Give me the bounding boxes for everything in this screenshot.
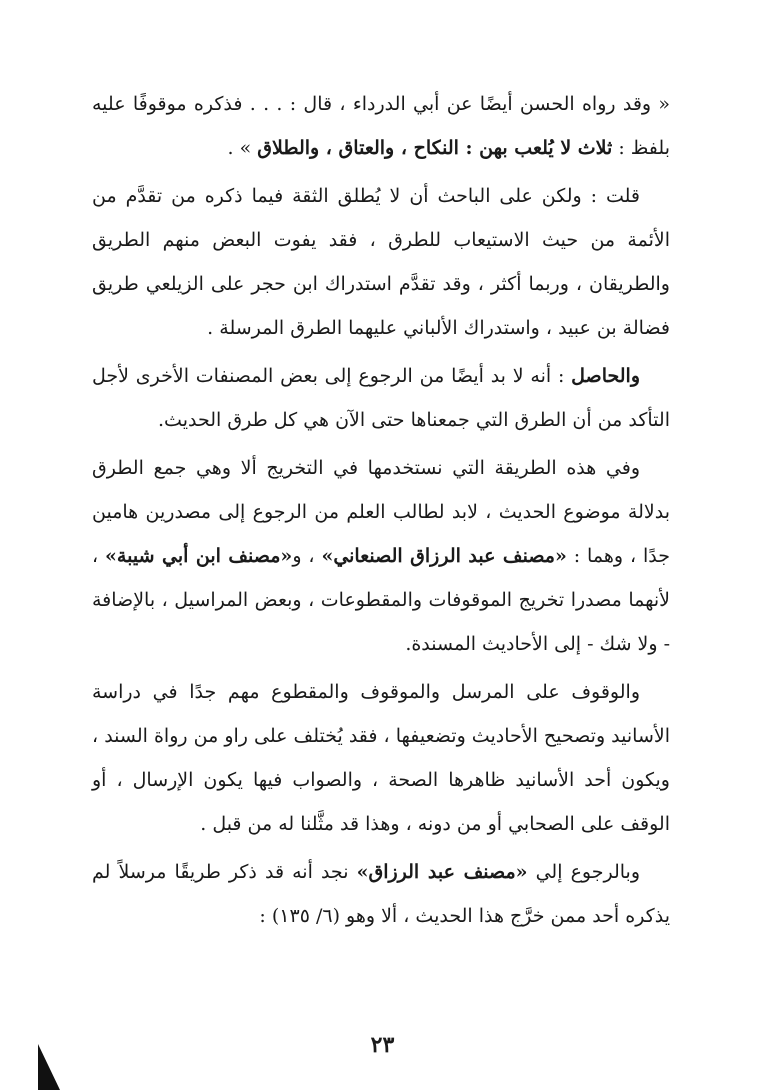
bold-quote: ثلاث لا يُلعب بهن : النكاح ، والعتاق ، والطلاق [257, 137, 613, 159]
corner-mark-decoration [38, 1044, 60, 1090]
paragraph-importance [92, 670, 670, 846]
text-segment: ، و [292, 545, 322, 567]
text-segment: ، لأنهما مصدرا تخريج الموقوفات والمقطوعات ، وبعض المراسيل ، بالإضافة - ولا شك - إلى الأحاديث المسندة. [92, 545, 670, 655]
text-segment: قلت : ولكن على الباحث أن لا يُطلق الثقة فيما ذكره من تقدَّم من الأئمة من حيث الاستيعاب للطرق ، فقد يفوت البعض منهم الطريق والطريقان ، وربما أكثر ، وقد تقدَّم استدراك ابن حجر على الزيلعي طريق فضالة بن عبيد ، واستدراك الألباني عليهما الطرق المرسلة . [92, 185, 670, 339]
paragraph-method [92, 446, 670, 666]
bold-source-title: «مصنف عبد الرزاق الصنعاني» [321, 545, 567, 567]
text-segment: « وقد رواه الحسن أيضًا عن أبي الدرداء ، قال : . . . فذكره موقوفًا عليه بلفظ : [92, 93, 670, 159]
text-segment: نجد أنه قد ذكر طريقًا مرسلاً لم يذكره أحد ممن خرَّج هذا الحديث ، ألا وهو (٦/ ١٣٥) : [92, 861, 670, 927]
body-text [92, 82, 670, 942]
paragraph-quote [92, 82, 670, 170]
page-number: ٢٣ [370, 1032, 395, 1058]
bold-source-title: «مصنف عبد الرزاق» [356, 861, 528, 883]
bold-term: والحاصل [571, 365, 640, 387]
text-segment: والوقوف على المرسل والموقوف والمقطوع مهم جدًا في دراسة الأسانيد وتصحيح الأحاديث وتضعيفها ، فقد يُختلف على راو من رواة السند ، ويكون أحد الأسانيد ظاهرها الصحة ، والصواب فيها يكون الإرسال ، أو الوقف على الصحابي أو من دونه ، وهذا قد مثَّلنا له من قبل . [92, 681, 670, 835]
paragraph-conclusion [92, 354, 670, 442]
text-segment: وبالرجوع إلي [527, 861, 640, 883]
bold-source-title: «مصنف ابن أبي شيبة» [105, 545, 293, 567]
paragraph-note [92, 174, 670, 350]
paragraph-reference [92, 850, 670, 938]
text-segment: وفي هذه الطريقة التي نستخدمها في التخريج ألا وهي جمع الطرق بدلالة موضوع الحديث ، لابد لطالب العلم من الرجوع إلى مصدرين هامين جدًا ، وهما : [92, 457, 670, 567]
text-segment: » . [227, 137, 258, 159]
text-segment: : أنه لا بد أيضًا من الرجوع إلى بعض المصنفات الأخرى لأجل التأكد من أن الطرق التي جمعناها حتى الآن هي كل طرق الحديث. [92, 365, 670, 431]
